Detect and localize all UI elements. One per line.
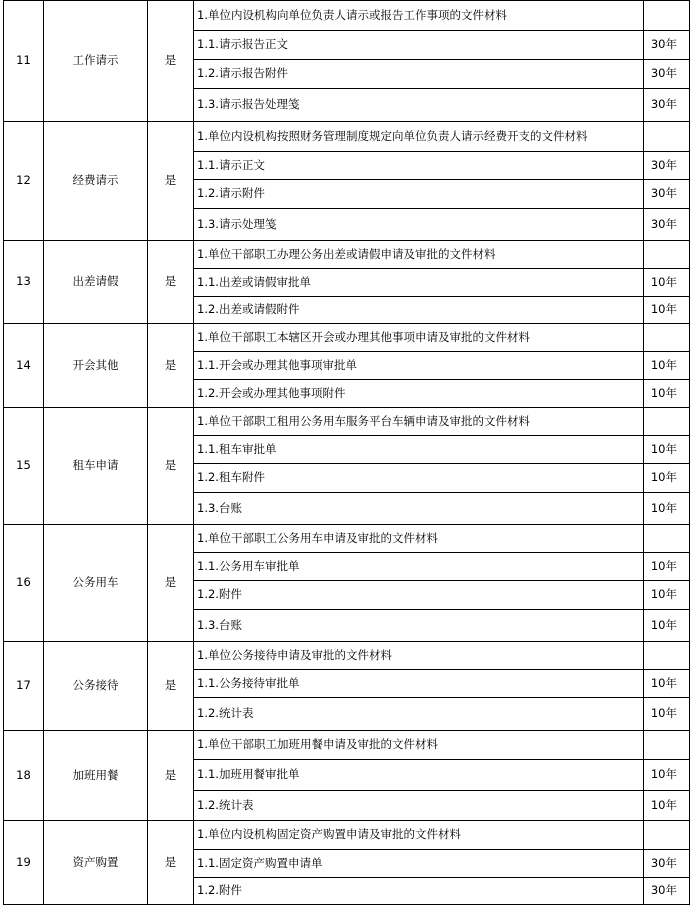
table-row [4,122,690,152]
retention-term-cell: 10年 [644,698,690,731]
row-number-cell: 12 [4,122,44,241]
table-row [4,525,690,553]
table-row [4,1,690,31]
retention-term-cell: 10年 [644,760,690,791]
retention-term-cell: 30年 [644,850,690,878]
group-title-cell: 1.单位内设机构向单位负责人请示或报告工作事项的文件材料 [194,1,644,31]
item-label-cell: 1.1.固定资产购置申请单 [194,850,644,878]
required-cell: 是 [148,408,194,525]
retention-term-cell: 10年 [644,670,690,698]
group-title-cell: 1.单位干部职工本辖区开会或办理其他事项申请及审批的文件材料 [194,324,644,352]
term-cell-empty [644,731,690,760]
item-label-cell: 1.2.统计表 [194,698,644,731]
table-row [4,642,690,670]
retention-term-cell: 10年 [644,791,690,821]
retention-term-cell: 10年 [644,297,690,324]
retention-term-cell: 30年 [644,180,690,209]
retention-term-cell: 10年 [644,436,690,464]
category-cell: 公务用车 [44,525,148,642]
item-label-cell: 1.1.租车审批单 [194,436,644,464]
item-label-cell: 1.2.请示报告附件 [194,60,644,89]
term-cell-empty [644,324,690,352]
category-cell: 资产购置 [44,821,148,905]
row-number-cell: 13 [4,241,44,324]
item-label-cell: 1.1.请示报告正文 [194,31,644,60]
item-label-cell: 1.3.台账 [194,493,644,525]
term-cell-empty [644,642,690,670]
item-label-cell: 1.3.请示处理笺 [194,209,644,241]
retention-term-cell: 30年 [644,60,690,89]
group-title-cell: 1.单位干部职工办理公务出差或请假申请及审批的文件材料 [194,241,644,269]
category-cell: 经费请示 [44,122,148,241]
retention-term-cell: 30年 [644,152,690,180]
group-title-cell: 1.单位内设机构按照财务管理制度规定向单位负责人请示经费开支的文件材料 [194,122,644,152]
retention-term-cell: 30年 [644,209,690,241]
group-title-cell: 1.单位干部职工租用公务用车服务平台车辆申请及审批的文件材料 [194,408,644,436]
item-label-cell: 1.2.请示附件 [194,180,644,209]
term-cell-empty [644,525,690,553]
category-cell: 工作请示 [44,1,148,122]
required-cell: 是 [148,821,194,905]
category-cell: 租车申请 [44,408,148,525]
item-label-cell: 1.2.租车附件 [194,464,644,493]
item-label-cell: 1.2.附件 [194,878,644,905]
category-cell: 加班用餐 [44,731,148,821]
required-cell: 是 [148,324,194,408]
group-title-cell: 1.单位干部职工加班用餐申请及审批的文件材料 [194,731,644,760]
term-cell-empty [644,122,690,152]
retention-schedule-table [3,0,690,905]
item-label-cell: 1.3.台账 [194,610,644,642]
item-label-cell: 1.2.出差或请假附件 [194,297,644,324]
group-title-cell: 1.单位公务接待申请及审批的文件材料 [194,642,644,670]
term-cell-empty [644,821,690,850]
category-cell: 出差请假 [44,241,148,324]
term-cell-empty [644,408,690,436]
item-label-cell: 1.1.公务接待审批单 [194,670,644,698]
row-number-cell: 17 [4,642,44,731]
required-cell: 是 [148,642,194,731]
group-title-cell: 1.单位干部职工公务用车申请及审批的文件材料 [194,525,644,553]
item-label-cell: 1.1.公务用车审批单 [194,553,644,581]
table-row [4,821,690,850]
row-number-cell: 11 [4,1,44,122]
retention-term-cell: 10年 [644,610,690,642]
category-cell: 开会其他 [44,324,148,408]
item-label-cell: 1.2.统计表 [194,791,644,821]
term-cell-empty [644,241,690,269]
retention-term-cell: 10年 [644,581,690,610]
item-label-cell: 1.1.请示正文 [194,152,644,180]
category-cell: 公务接待 [44,642,148,731]
required-cell: 是 [148,525,194,642]
retention-term-cell: 10年 [644,380,690,408]
required-cell: 是 [148,1,194,122]
row-number-cell: 15 [4,408,44,525]
term-cell-empty [644,1,690,31]
required-cell: 是 [148,241,194,324]
item-label-cell: 1.1.出差或请假审批单 [194,269,644,297]
row-number-cell: 14 [4,324,44,408]
retention-term-cell: 10年 [644,493,690,525]
retention-term-cell: 30年 [644,878,690,905]
retention-term-cell: 10年 [644,352,690,380]
item-label-cell: 1.2.附件 [194,581,644,610]
retention-term-cell: 10年 [644,553,690,581]
item-label-cell: 1.1.加班用餐审批单 [194,760,644,791]
item-label-cell: 1.3.请示报告处理笺 [194,89,644,122]
row-number-cell: 19 [4,821,44,905]
table-row [4,408,690,436]
retention-term-cell: 10年 [644,269,690,297]
item-label-cell: 1.2.开会或办理其他事项附件 [194,380,644,408]
retention-term-cell: 10年 [644,464,690,493]
retention-term-cell: 30年 [644,31,690,60]
table-row [4,324,690,352]
required-cell: 是 [148,122,194,241]
table-row [4,731,690,760]
row-number-cell: 16 [4,525,44,642]
item-label-cell: 1.1.开会或办理其他事项审批单 [194,352,644,380]
group-title-cell: 1.单位内设机构固定资产购置申请及审批的文件材料 [194,821,644,850]
retention-term-cell: 30年 [644,89,690,122]
row-number-cell: 18 [4,731,44,821]
required-cell: 是 [148,731,194,821]
table-row [4,241,690,269]
